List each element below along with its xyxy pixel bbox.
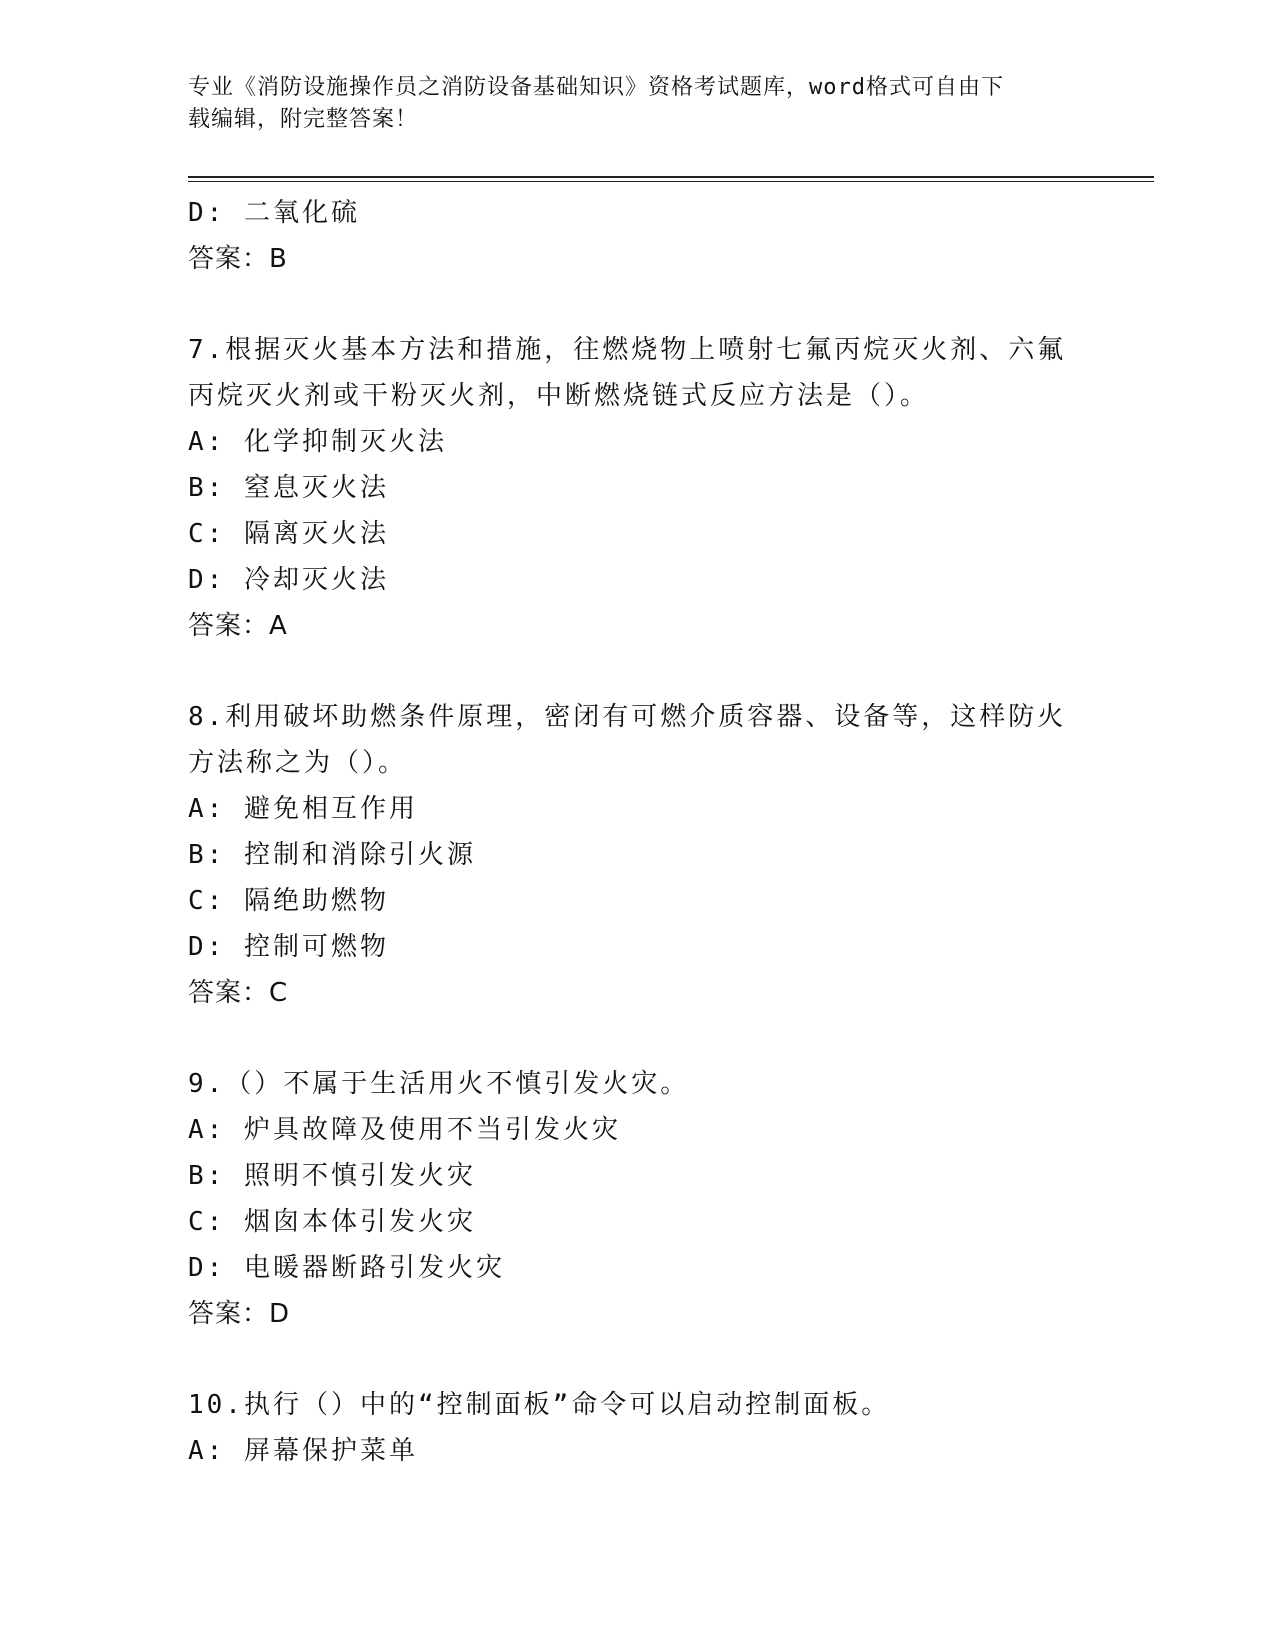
answer-value: C <box>269 978 289 1008</box>
document-header <box>188 72 1068 136</box>
question-stem: 丙烷灭火剂或干粉灭火剂，中断燃烧链式反应方法是（）。 <box>188 381 930 411</box>
option-c: C: 隔离灭火法 <box>188 519 389 549</box>
header-line-2: 载编辑，附完整答案！ <box>188 107 419 132</box>
question-8 <box>188 694 1088 1016</box>
option-a: A: 化学抑制灭火法 <box>188 427 447 457</box>
header-divider-thick <box>188 176 1154 178</box>
option-c: C: 隔绝助燃物 <box>188 886 389 916</box>
option-a: A: 避免相互作用 <box>188 794 418 824</box>
answer-label: 答案： <box>188 978 270 1008</box>
question-9 <box>188 1061 1088 1337</box>
answer-label: 答案： <box>188 1299 270 1329</box>
option-a: A: 炉具故障及使用不当引发火灾 <box>188 1115 621 1145</box>
question-7 <box>188 327 1088 649</box>
question-content <box>188 190 1088 1474</box>
header-line-1: 专业《消防设施操作员之消防设备基础知识》资格考试题库，word格式可自由下 <box>188 75 1004 100</box>
answer-value: A <box>269 611 288 641</box>
answer-value: D <box>269 1299 291 1329</box>
question-stem: 7.根据灭火基本方法和措施，往燃烧物上喷射七氟丙烷灭火剂、六氟 <box>188 335 1067 365</box>
option-b: B: 控制和消除引火源 <box>188 840 476 870</box>
option-d: D: 冷却灭火法 <box>188 565 389 595</box>
question-stem: 9.（）不属于生活用火不慎引发火灾。 <box>188 1069 690 1099</box>
question-10 <box>188 1382 1088 1474</box>
question-stem: 8.利用破坏助燃条件原理，密闭有可燃介质容器、设备等，这样防火 <box>188 702 1067 732</box>
answer-label: 答案： <box>188 611 270 641</box>
option-a: A: 屏幕保护菜单 <box>188 1436 418 1466</box>
question-stem: 方法称之为（）。 <box>188 748 408 778</box>
header-divider-thin <box>188 181 1154 182</box>
option-d: D: 电暖器断路引发火灾 <box>188 1253 505 1283</box>
answer <box>188 970 1088 1016</box>
prev-option-d: D: 二氧化硫 <box>188 198 360 228</box>
prev-answer <box>188 236 1088 282</box>
answer-label: 答案： <box>188 244 270 274</box>
answer <box>188 603 1088 649</box>
question-stem: 10.执行（）中的“控制面板”命令可以启动控制面板。 <box>188 1390 891 1420</box>
option-c: C: 烟囱本体引发火灾 <box>188 1207 476 1237</box>
option-b: B: 照明不慎引发火灾 <box>188 1161 476 1191</box>
option-d: D: 控制可燃物 <box>188 932 389 962</box>
answer <box>188 1291 1088 1337</box>
option-b: B: 窒息灭火法 <box>188 473 389 503</box>
answer-value: B <box>269 244 288 274</box>
